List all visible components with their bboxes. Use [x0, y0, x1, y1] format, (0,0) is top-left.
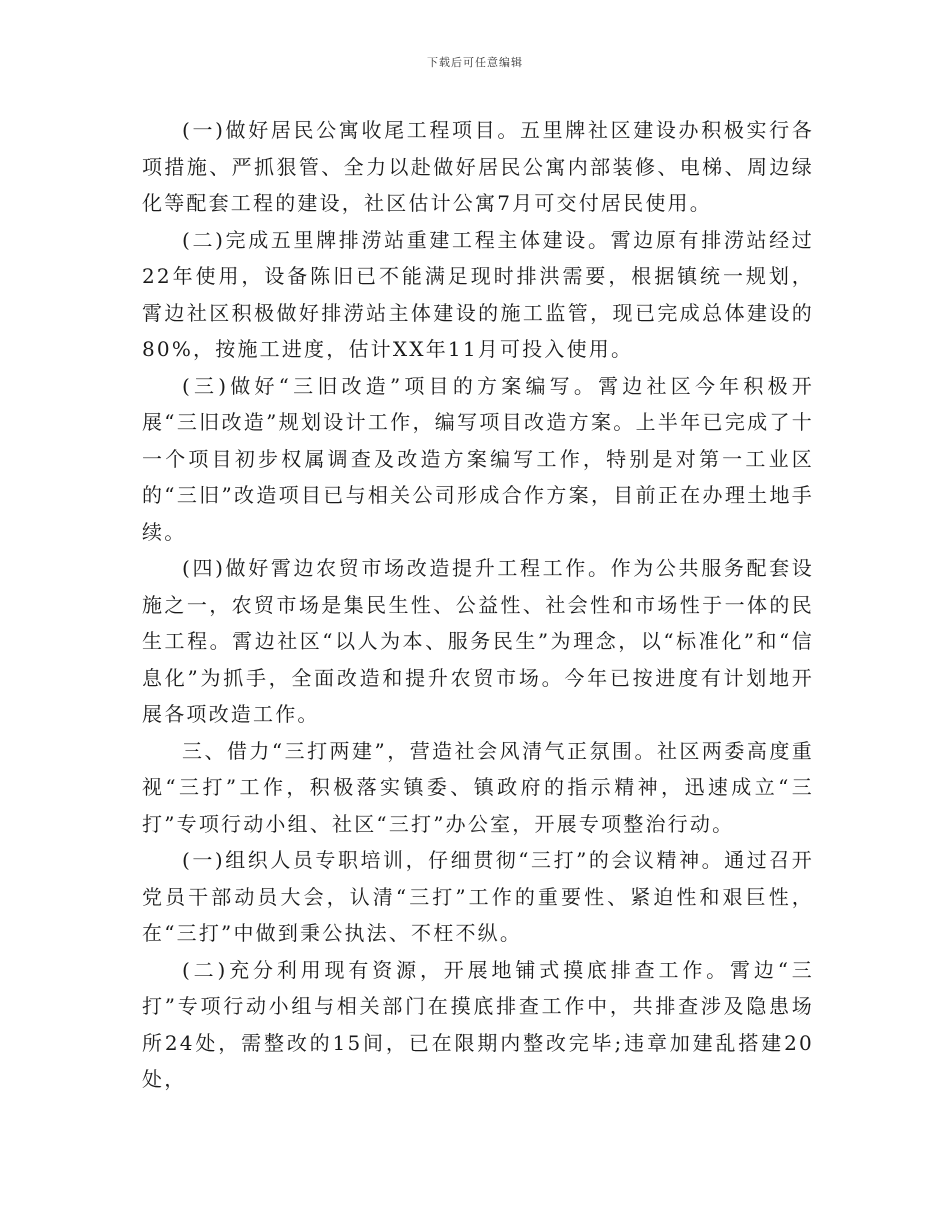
paragraph-7: (二)充分利用现有资源，开展地铺式摸底排查工作。霄边“三打”专项行动小组与相关部门在摸底排查工作中，共排查涉及隐患场所24处，需整改的15间，已在限期内整改完毕;违章加建乱搭建20处， [142, 957, 814, 1091]
paragraph-4: (四)做好霄边农贸市场改造提升工程工作。作为公共服务配套设施之一，农贸市场是集民生性、公益性、社会性和市场性于一体的民生工程。霄边社区“以人为本、服务民生”为理念，以“标准化”和“信息化”为抓手，全面改造和提升农贸市场。今年已按进度有计划地开展各项改造工作。 [142, 556, 814, 726]
document-body [142, 112, 814, 1098]
paragraph-2: (二)完成五里牌排涝站重建工程主体建设。霄边原有排涝站经过22年使用，设备陈旧已不能满足现时排洪需要，根据镇统一规划，霄边社区积极做好排涝站主体建设的施工监管，现已完成总体建设的80%，按施工进度，估计XX年11月可投入使用。 [142, 227, 814, 361]
paragraph-1: (一)做好居民公寓收尾工程项目。五里牌社区建设办积极实行各项措施、严抓狠管、全力以赴做好居民公寓内部装修、电梯、周边绿化等配套工程的建设，社区估计公寓7月可交付居民使用。 [142, 118, 814, 215]
page-header-note: 下载后可任意编辑 [427, 56, 523, 69]
paragraph-3: (三)做好“三旧改造”项目的方案编写。霄边社区今年积极开展“三旧改造”规划设计工作，编写项目改造方案。上半年已完成了十一个项目初步权属调查及改造方案编写工作，特别是对第一工业区的“三旧”改造项目已与相关公司形成合作方案，目前正在办理土地手续。 [142, 373, 814, 544]
paragraph-5: 三、借力“三打两建”，营造社会风清气正氛围。社区两委高度重视“三打”工作，积极落实镇委、镇政府的指示精神，迅速成立“三打”专项行动小组、社区“三打”办公室，开展专项整治行动。 [142, 738, 814, 836]
paragraph-6: (一)组织人员专职培训，仔细贯彻“三打”的会议精神。通过召开党员干部动员大会，认清“三打”工作的重要性、紧迫性和艰巨性，在“三打”中做到秉公执法、不枉不纵。 [142, 848, 814, 945]
